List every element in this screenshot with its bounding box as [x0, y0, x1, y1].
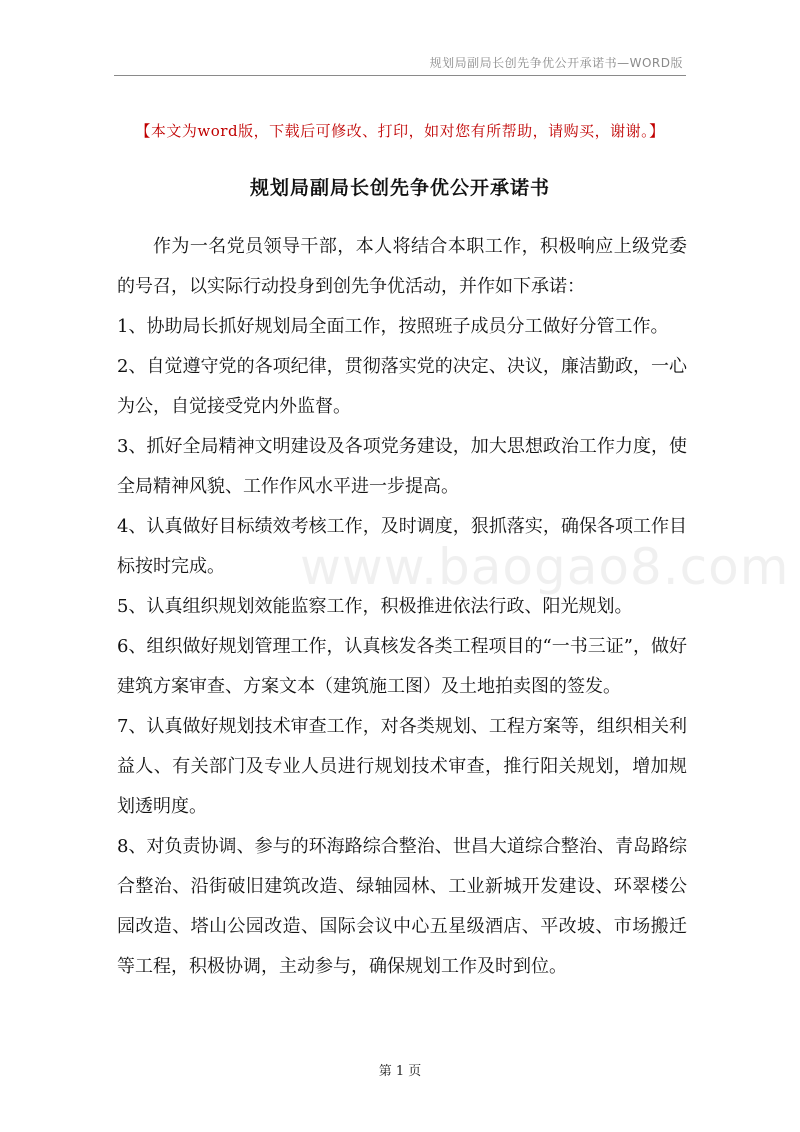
header-divider	[114, 75, 686, 76]
purchase-notice: 【本文为word版，下载后可修改、打印，如对您有所帮助，请购买，谢谢。】	[135, 122, 665, 140]
watermark-text: www.baogao8.com	[300, 538, 790, 596]
commitment-item-3: 3、抓好全局精神文明建设及各项党务建设，加大思想政治工作力度，使全局精神风貌、工作作风水平进一步提高。	[117, 436, 687, 497]
commitment-item-5: 5、认真组织规划效能监察工作，积极推进依法行政、阳光规划。	[117, 596, 633, 617]
document-body	[117, 227, 687, 987]
commitment-item-4: 4、认真做好目标绩效考核工作，及时调度，狠抓落实，确保各项工作目标按时完成。	[117, 516, 687, 577]
document-title: 规划局副局长创先争优公开承诺书	[249, 177, 550, 199]
intro-paragraph: 作为一名党员领导干部，本人将结合本职工作，积极响应上级党委的号召，以实际行动投身到创先争优活动，并作如下承诺：	[117, 236, 687, 297]
commitment-item-1: 1、协助局长抓好规划局全面工作，按照班子成员分工做好分管工作。	[117, 316, 669, 337]
commitment-item-2: 2、自觉遵守党的各项纪律，贯彻落实党的决定、决议，廉洁勤政，一心为公，自觉接受党内外监督。	[117, 356, 687, 417]
commitment-item-7: 7、认真做好规划技术审查工作，对各类规划、工程方案等，组织相关利益人、有关部门及专业人员进行规划技术审查，推行阳关规划，增加规划透明度。	[117, 716, 687, 817]
commitment-item-6: 6、组织做好规划管理工作，认真核发各类工程项目的“一书三证”，做好建筑方案审查、方案文本（建筑施工图）及土地拍卖图的签发。	[117, 636, 687, 697]
commitment-item-8: 8、对负责协调、参与的环海路综合整治、世昌大道综合整治、青岛路综合整治、沿街破旧建筑改造、绿轴园林、工业新城开发建设、环翠楼公园改造、塔山公园改造、国际会议中心五星级酒店、平改坡、市场搬迁等工程，积极协调，主动参与，确保规划工作及时到位。	[117, 836, 687, 977]
running-header: 规划局副局长创先争优公开承诺书—WORD版	[429, 56, 683, 70]
page-number: 第 1 页	[378, 1064, 422, 1079]
